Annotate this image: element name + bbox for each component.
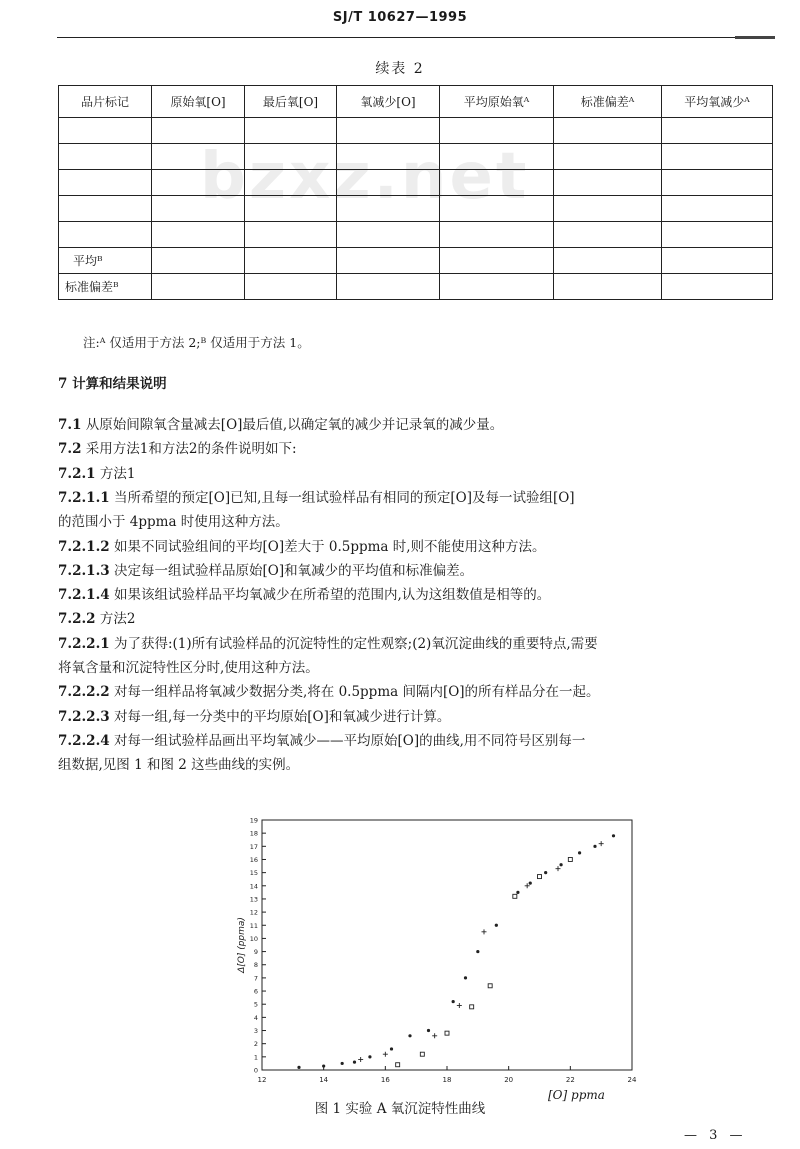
paragraph-line bbox=[58, 583, 773, 607]
table-cell bbox=[245, 248, 337, 274]
table-note: 注:ᴬ 仅适用于方法 2;ᴮ 仅适用于方法 1。 bbox=[83, 335, 310, 350]
paragraph-line bbox=[58, 656, 773, 680]
table-cell bbox=[440, 248, 554, 274]
clause-text: 将氧含量和沉淀特性区分时,使用这种方法。 bbox=[58, 660, 319, 676]
clause-number: 7.2.2.3 bbox=[58, 708, 110, 725]
y-tick-label: 15 bbox=[249, 869, 258, 878]
paragraph-line bbox=[58, 705, 773, 729]
table-row bbox=[59, 170, 773, 196]
clause-number: 7.2.1.4 bbox=[58, 587, 110, 604]
y-tick-label: 8 bbox=[253, 961, 258, 970]
table-cell bbox=[337, 196, 440, 222]
data-point-plus bbox=[432, 1033, 437, 1038]
y-tick-label: 18 bbox=[249, 829, 258, 838]
data-point-plus bbox=[358, 1057, 363, 1062]
data-point-dot bbox=[452, 1000, 455, 1003]
table-cell bbox=[245, 222, 337, 248]
data-point-plus bbox=[599, 841, 604, 846]
table-cell bbox=[554, 248, 662, 274]
table-cell bbox=[554, 144, 662, 170]
paragraph-line bbox=[58, 559, 773, 583]
table-cell bbox=[59, 170, 152, 196]
clause-text: 的范围小于 4ppma 时使用这种方法。 bbox=[58, 514, 289, 531]
table-cell bbox=[662, 196, 773, 222]
table-row-stddev bbox=[59, 274, 773, 300]
table-row bbox=[59, 222, 773, 248]
chart-ylabel: Δ[O] (ppma) bbox=[237, 917, 247, 973]
table-cell bbox=[662, 118, 773, 144]
table-cell bbox=[245, 196, 337, 222]
x-tick-label: 22 bbox=[565, 1076, 575, 1084]
results-table bbox=[58, 85, 773, 300]
clause-text: 为了获得:(1)所有试验样品的沉淀特性的定性观察;(2)氧沉淀曲线的重要特点,需要 bbox=[113, 635, 598, 652]
data-point-dot bbox=[559, 863, 562, 866]
row-label-stddev: 标准偏差ᴮ bbox=[59, 274, 152, 300]
clause-number: 7.2.2.1 bbox=[58, 635, 110, 652]
y-tick-label: 4 bbox=[253, 1013, 258, 1022]
table-row-average bbox=[59, 248, 773, 274]
chart-xlabel: [O] ppma bbox=[548, 1088, 605, 1102]
table-cell bbox=[440, 118, 554, 144]
clause-text: 组数据,见图 1 和图 2 这些曲线的实例。 bbox=[58, 757, 300, 774]
clause-number: 7.2.2.4 bbox=[58, 732, 110, 749]
y-tick-label: 11 bbox=[249, 921, 258, 930]
column-header: 平均原始氧ᴬ bbox=[440, 86, 554, 118]
data-point-square bbox=[538, 875, 542, 879]
y-tick-label: 6 bbox=[253, 987, 258, 996]
table-cell bbox=[662, 170, 773, 196]
x-tick-label: 12 bbox=[257, 1076, 267, 1084]
data-point-dot bbox=[544, 871, 547, 874]
clause-text: 如果不同试验组间的平均[O]差大于 0.5ppma 时,则不能使用这种方法。 bbox=[113, 538, 546, 555]
y-tick-label: 9 bbox=[253, 948, 258, 957]
data-point-plus bbox=[457, 1003, 462, 1008]
column-header: 平均氧减少ᴬ bbox=[662, 86, 773, 118]
table-cell bbox=[59, 144, 152, 170]
scatter-chart bbox=[232, 815, 647, 1093]
table-cell bbox=[662, 248, 773, 274]
header-rule bbox=[57, 37, 772, 38]
table-cell bbox=[554, 196, 662, 222]
clause-text: 方法1 bbox=[99, 465, 136, 482]
table-cell bbox=[662, 274, 773, 300]
table-cell bbox=[554, 170, 662, 196]
table-cell bbox=[245, 144, 337, 170]
data-point-dot bbox=[495, 924, 498, 927]
data-point-dot bbox=[516, 891, 519, 894]
y-tick-label: 13 bbox=[249, 895, 258, 904]
row-label-average: 平均ᴮ bbox=[59, 248, 152, 274]
clause-text: 决定每一组试验样品原始[O]和氧减少的平均值和标准偏差。 bbox=[113, 562, 474, 579]
table-row bbox=[59, 196, 773, 222]
table-cell bbox=[440, 144, 554, 170]
clause-number: 7.2.1 bbox=[58, 465, 96, 482]
standard-number: SJ/T 10627—1995 bbox=[332, 10, 468, 25]
table-cell bbox=[337, 144, 440, 170]
data-point-square bbox=[470, 1005, 474, 1009]
clause-number: 7.1 bbox=[58, 417, 82, 433]
paragraph-line bbox=[58, 486, 773, 510]
data-point-dot bbox=[427, 1029, 430, 1032]
clause-text: 当所希望的预定[O]已知,且每一组试验样品有相同的预定[O]及每一试验组[O] bbox=[113, 489, 575, 506]
x-tick-label: 14 bbox=[319, 1076, 329, 1084]
plot-frame bbox=[262, 820, 632, 1070]
column-header: 标准偏差ᴬ bbox=[554, 86, 662, 118]
clause-number: 7.2.1.3 bbox=[58, 562, 110, 579]
data-point-dot bbox=[529, 882, 532, 885]
clause-number: 7.2.2 bbox=[58, 611, 96, 628]
clause-number: 7.2.1.2 bbox=[58, 538, 110, 555]
data-point-dot bbox=[341, 1062, 344, 1065]
clause-number: 7.2 bbox=[58, 441, 82, 458]
watermark: bzxz.net bbox=[200, 140, 530, 214]
clause-number: 7.2.2.2 bbox=[58, 684, 110, 701]
data-point-square bbox=[420, 1052, 424, 1056]
data-point-dot bbox=[322, 1064, 325, 1067]
table-cell bbox=[245, 118, 337, 144]
table-cell bbox=[245, 170, 337, 196]
y-tick-label: 3 bbox=[253, 1027, 258, 1036]
y-tick-label: 1 bbox=[253, 1053, 258, 1062]
data-point-square bbox=[396, 1063, 400, 1067]
y-tick-label: 10 bbox=[249, 934, 258, 943]
table-cell bbox=[152, 118, 245, 144]
clause-text: 对每一组试验样品画出平均氧减少——平均原始[O]的曲线,用不同符号区别每一 bbox=[113, 732, 586, 749]
table-cell bbox=[662, 222, 773, 248]
table-cell bbox=[59, 118, 152, 144]
paragraph-line bbox=[58, 632, 773, 656]
table-cell bbox=[440, 274, 554, 300]
data-point-dot bbox=[464, 976, 467, 979]
paragraph-line bbox=[58, 462, 773, 486]
column-header: 品片标记 bbox=[59, 86, 152, 118]
page-number: — 3 — bbox=[684, 1128, 747, 1143]
header-rule-end bbox=[735, 36, 775, 39]
table-cell bbox=[554, 222, 662, 248]
y-tick-label: 12 bbox=[249, 908, 258, 917]
clause-text: 如果该组试验样品平均氧减少在所希望的范围内,认为这组数值是相等的。 bbox=[113, 587, 551, 604]
clause-text: 方法2 bbox=[99, 611, 136, 628]
section-heading: 7 计算和结果说明 bbox=[58, 376, 167, 392]
data-point-dot bbox=[408, 1034, 411, 1037]
table-cell bbox=[152, 196, 245, 222]
table-row bbox=[59, 118, 773, 144]
column-header: 氧减少[O] bbox=[337, 86, 440, 118]
table-cell bbox=[59, 222, 152, 248]
data-point-square bbox=[568, 857, 572, 861]
clause-text: 对每一组样品将氧减少数据分类,将在 0.5ppma 间隔内[O]的所有样品分在一起。 bbox=[113, 684, 600, 701]
table-cell bbox=[337, 274, 440, 300]
table-cell bbox=[337, 118, 440, 144]
table-cell bbox=[245, 274, 337, 300]
data-point-dot bbox=[390, 1047, 393, 1050]
data-point-square bbox=[513, 894, 517, 898]
y-tick-label: 5 bbox=[253, 1000, 258, 1009]
table-cell bbox=[554, 118, 662, 144]
y-tick-label: 14 bbox=[249, 882, 258, 891]
table-cell bbox=[440, 196, 554, 222]
y-tick-label: 7 bbox=[253, 974, 258, 983]
table-cell bbox=[440, 170, 554, 196]
data-point-dot bbox=[612, 834, 615, 837]
clause-text: 从原始间隙氧含量减去[O]最后值,以确定氧的减少并记录氧的减少量。 bbox=[85, 417, 504, 433]
data-point-plus bbox=[482, 929, 487, 934]
data-point-plus bbox=[383, 1052, 388, 1057]
figure-1 bbox=[232, 815, 647, 1093]
table-cell bbox=[337, 248, 440, 274]
x-tick-label: 20 bbox=[504, 1076, 514, 1084]
x-tick-label: 16 bbox=[380, 1076, 390, 1084]
table-cell bbox=[554, 274, 662, 300]
data-point-dot bbox=[593, 845, 596, 848]
clause-text: 采用方法1和方法2的条件说明如下: bbox=[85, 441, 297, 458]
table-cell bbox=[152, 274, 245, 300]
y-tick-label: 16 bbox=[249, 855, 258, 864]
data-point-dot bbox=[368, 1055, 371, 1058]
data-point-plus bbox=[556, 866, 561, 871]
table-caption: 续表 2 bbox=[375, 61, 425, 77]
paragraph-line bbox=[58, 753, 773, 777]
y-tick-label: 19 bbox=[249, 816, 258, 825]
table-cell bbox=[440, 222, 554, 248]
data-point-square bbox=[445, 1031, 449, 1035]
data-point-dot bbox=[476, 950, 479, 953]
table-cell bbox=[152, 144, 245, 170]
y-tick-label: 2 bbox=[253, 1040, 258, 1049]
paragraph-line bbox=[58, 413, 773, 437]
column-header: 原始氧[O] bbox=[152, 86, 245, 118]
table-cell bbox=[152, 222, 245, 248]
table-cell bbox=[59, 196, 152, 222]
paragraph-line bbox=[58, 729, 773, 753]
table-cell bbox=[152, 248, 245, 274]
y-tick-label: 0 bbox=[253, 1066, 258, 1075]
paragraph-line bbox=[58, 510, 773, 534]
data-point-square bbox=[488, 984, 492, 988]
clause-text: 对每一组,每一分类中的平均原始[O]和氧减少进行计算。 bbox=[113, 708, 451, 725]
paragraph-line bbox=[58, 437, 773, 461]
table-cell bbox=[337, 170, 440, 196]
y-tick-label: 17 bbox=[249, 842, 258, 851]
paragraph-line bbox=[58, 680, 773, 704]
table-cell bbox=[662, 144, 773, 170]
column-header: 最后氧[O] bbox=[245, 86, 337, 118]
data-point-dot bbox=[297, 1066, 300, 1069]
x-tick-label: 24 bbox=[627, 1076, 637, 1084]
paragraph-line bbox=[58, 607, 773, 631]
data-point-dot bbox=[578, 851, 581, 854]
paragraph-line bbox=[58, 535, 773, 559]
x-tick-label: 18 bbox=[442, 1076, 452, 1084]
figure-caption: 图 1 实验 A 氧沉淀特性曲线 bbox=[314, 1101, 486, 1117]
table-header-row bbox=[59, 86, 773, 118]
clause-number: 7.2.1.1 bbox=[58, 489, 110, 506]
table-cell bbox=[152, 170, 245, 196]
table-cell bbox=[337, 222, 440, 248]
data-point-dot bbox=[353, 1061, 356, 1064]
table-row bbox=[59, 144, 773, 170]
